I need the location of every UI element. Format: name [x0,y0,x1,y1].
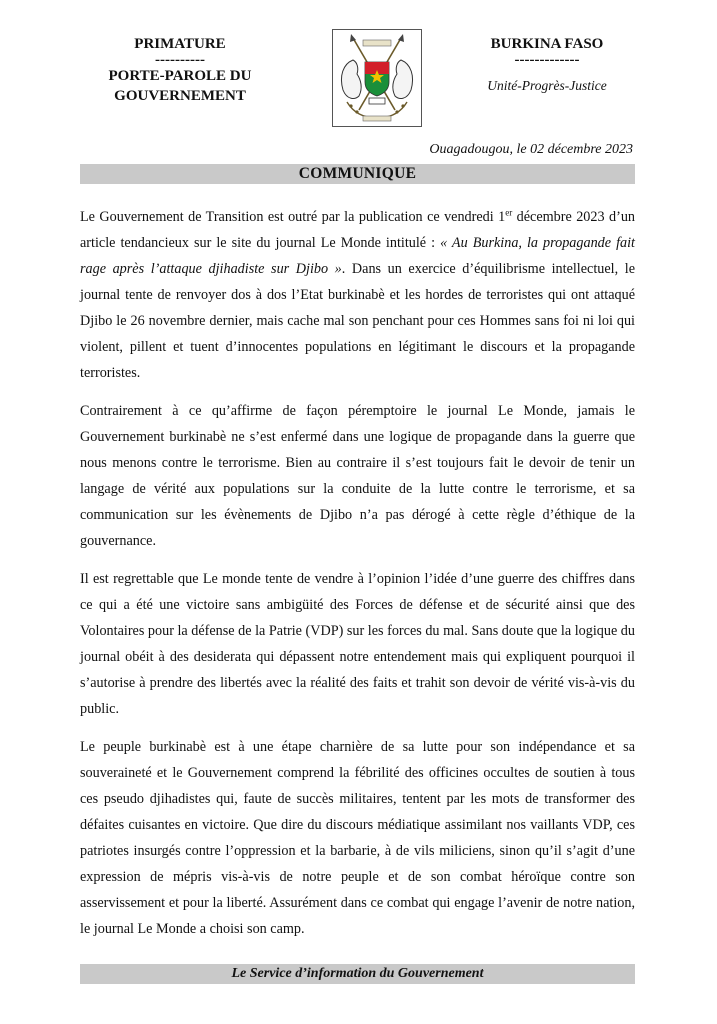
paragraph-1-superscript: er [505,207,513,218]
article-title-quote: « Au Burkina, la propagande fait rage après l’attaque djihadiste sur Djibo » [80,235,635,277]
document-signature: Le Service d’information du Gouvernement [80,964,635,984]
paragraph-2: Contrairement à ce qu’affirme de façon péremptoire le journal Le Monde, jamais le Gouvernement burkinabè ne s’est enfermé dans une logique de propagande dans la guerre que nous menons contre le terrorisme. Bien au contraire il s’est toujours fait le devoir de tenir un langage de vérité aux populations sur la conduite de la lutte contre le terrorisme, et sa communication sur les évènements de Djibo n’a pas dérogé à cette règle d’éthique de la gouvernance. [80,403,635,549]
national-motto: Unité-Progrès-Justice [487,78,607,93]
country-separator: ------------- [514,52,580,68]
paragraph-1-text-b: décembre 2023 d’un article tendancieux sur le site du journal Le Monde intitulé : [80,209,635,251]
country-block [462,34,632,96]
issuer-primature: PRIMATURE [134,36,226,52]
document-title: COMMUNIQUE [80,164,635,184]
issuer-separator: ---------- [155,52,205,68]
issuer-gouvernement: GOUVERNEMENT [114,88,246,104]
document-body [80,204,635,954]
coat-of-arms-icon [332,29,422,127]
issuer-block [80,34,280,106]
country-name: BURKINA FASO [490,36,604,52]
paragraph-4: Le peuple burkinabè est à une étape charnière de sa lutte pour son indépendance et sa souveraineté et le Gouvernement comprend la fébrilité des officines occultes de soutien à tous ces pseudo djihadistes qui, faute de succès militaires, tentent par les mots de transformer des défaites cuisantes en victoire. Que dire du discours médiatique assimilant nos vaillants VDP, ces patriotes insurgés contre l’oppression et la barbarie, à de vils miliciens, sinon qu’il s’agit d’une expression de mépris vis-à-vis de notre peuple et de son combat héroïque contre son asservissement et pour la liberté. Assurément dans ce combat qui engage l’avenir de notre nation, le journal Le Monde a choisi son camp. [80,739,635,937]
issuer-porte-parole: PORTE-PAROLE DU [108,68,252,84]
paragraph-3: Il est regrettable que Le monde tente de vendre à l’opinion l’idée d’une guerre des chiffres dans ce qui a été une victoire sans ambigüité des Forces de défense et de sécurité ainsi que des Volontaires pour la défense de la Patrie (VDP) sur les forces du mal. Sans doute que la logique du journal obéit à des desiderata qui dépassent notre entendement mais qui expliquent pourquoi il s’autorise à prendre des libertés avec la réalité des faits et trahit son devoir de vérité vis-à-vis du public. [80,571,635,717]
paragraph-1-text-c: . Dans un exercice d’équilibrisme intellectuel, le journal tente de renvoyer dos à dos l’Etat burkinabè et les hordes de terroristes qui ont attaqué Djibo le 26 novembre dernier, mais cache mal son penchant pour ces Hommes sans foi ni loi qui violent, pillent et tuent d’innocentes populations en légitimant le discours et la propagande terroristes. [80,261,635,381]
paragraph-1 [80,204,635,386]
paragraph-1-text-a: Le Gouvernement de Transition est outré par la publication ce vendredi 1 [80,209,506,225]
document-date: Ouagadougou, le 02 décembre 2023 [429,142,633,157]
